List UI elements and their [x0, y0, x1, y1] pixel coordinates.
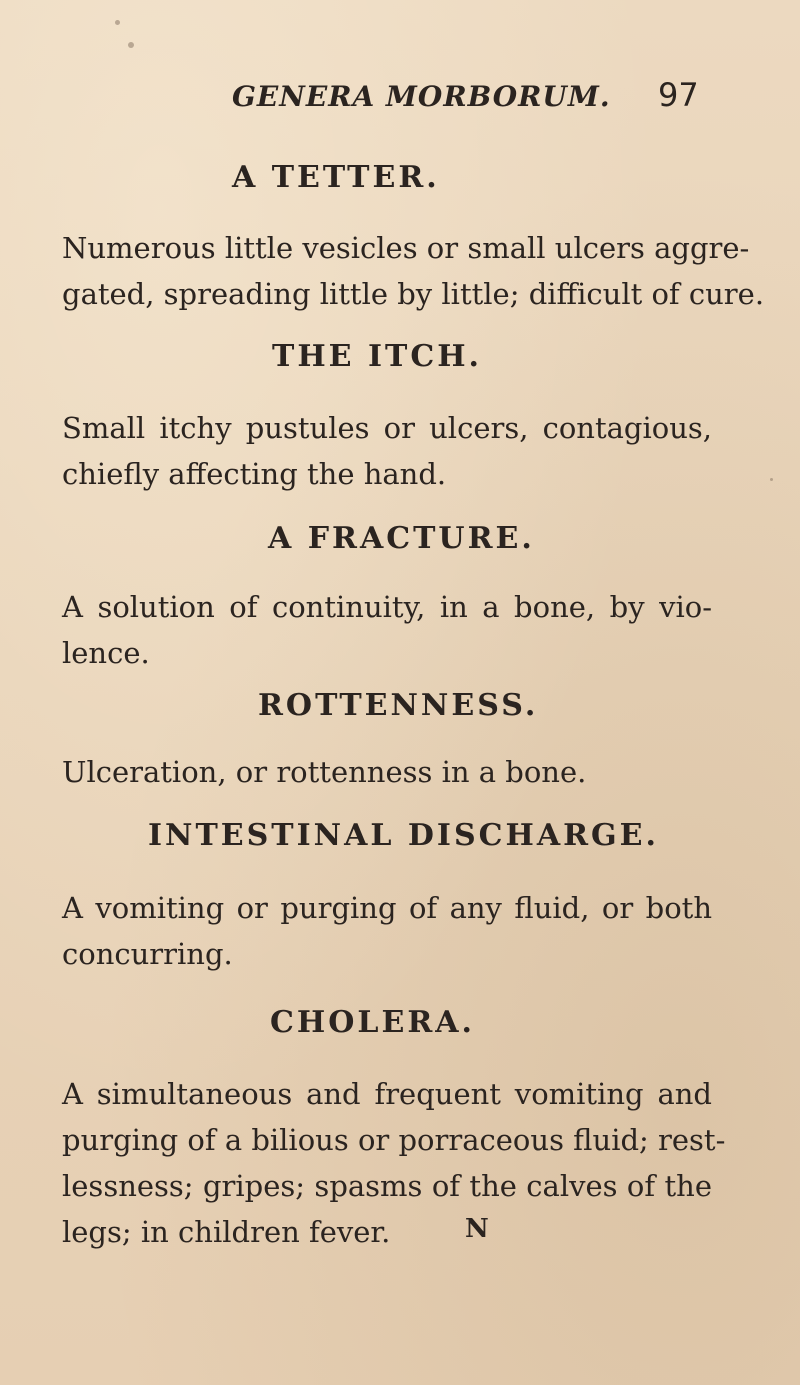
entry-heading-intestinal-discharge: INTESTINAL DISCHARGE.	[148, 818, 659, 853]
text-line: A simultaneous and frequent vomiting and	[62, 1077, 712, 1111]
running-title: GENERA MORBORUM.	[232, 80, 611, 113]
catchword: N	[465, 1214, 489, 1244]
text-line: Small itchy pustules or ulcers, contagious,	[62, 411, 712, 445]
entry-text-itch	[62, 405, 712, 497]
entry-heading-tetter: A TETTER.	[232, 160, 440, 195]
text-line: Numerous little vesicles or small ulcers aggre-	[62, 231, 750, 265]
entry-heading-rottenness: ROTTENNESS.	[258, 688, 539, 723]
text-line: lessness; gripes; spasms of the calves of the	[62, 1169, 712, 1203]
text-line: concurring.	[62, 937, 233, 971]
text-line: Ulceration, or rottenness in a bone.	[62, 755, 587, 789]
text-line: purging of a bilious or porraceous fluid; rest-	[62, 1123, 726, 1157]
entry-heading-itch: THE ITCH.	[272, 339, 483, 374]
text-line: chiefly affecting the hand.	[62, 457, 447, 491]
entry-text-tetter	[62, 225, 765, 317]
entry-text-cholera	[62, 1071, 726, 1255]
entry-text-rottenness	[62, 749, 712, 795]
foxing-spot	[128, 42, 134, 48]
foxing-spot	[770, 478, 773, 481]
page-number: 97	[658, 76, 699, 114]
entry-text-fracture	[62, 584, 712, 676]
text-line: legs; in children fever.	[62, 1215, 391, 1249]
foxing-spot	[115, 20, 120, 25]
entry-heading-fracture: A FRACTURE.	[268, 521, 535, 556]
text-line: A solution of continuity, in a bone, by vio-	[62, 590, 712, 624]
entry-heading-cholera: CHOLERA.	[270, 1005, 475, 1040]
text-line: A vomiting or purging of any fluid, or both	[62, 891, 712, 925]
entry-text-intestinal-discharge	[62, 885, 712, 977]
text-line: gated, spreading little by little; difficult of cure.	[62, 277, 765, 311]
text-line: lence.	[62, 636, 150, 670]
